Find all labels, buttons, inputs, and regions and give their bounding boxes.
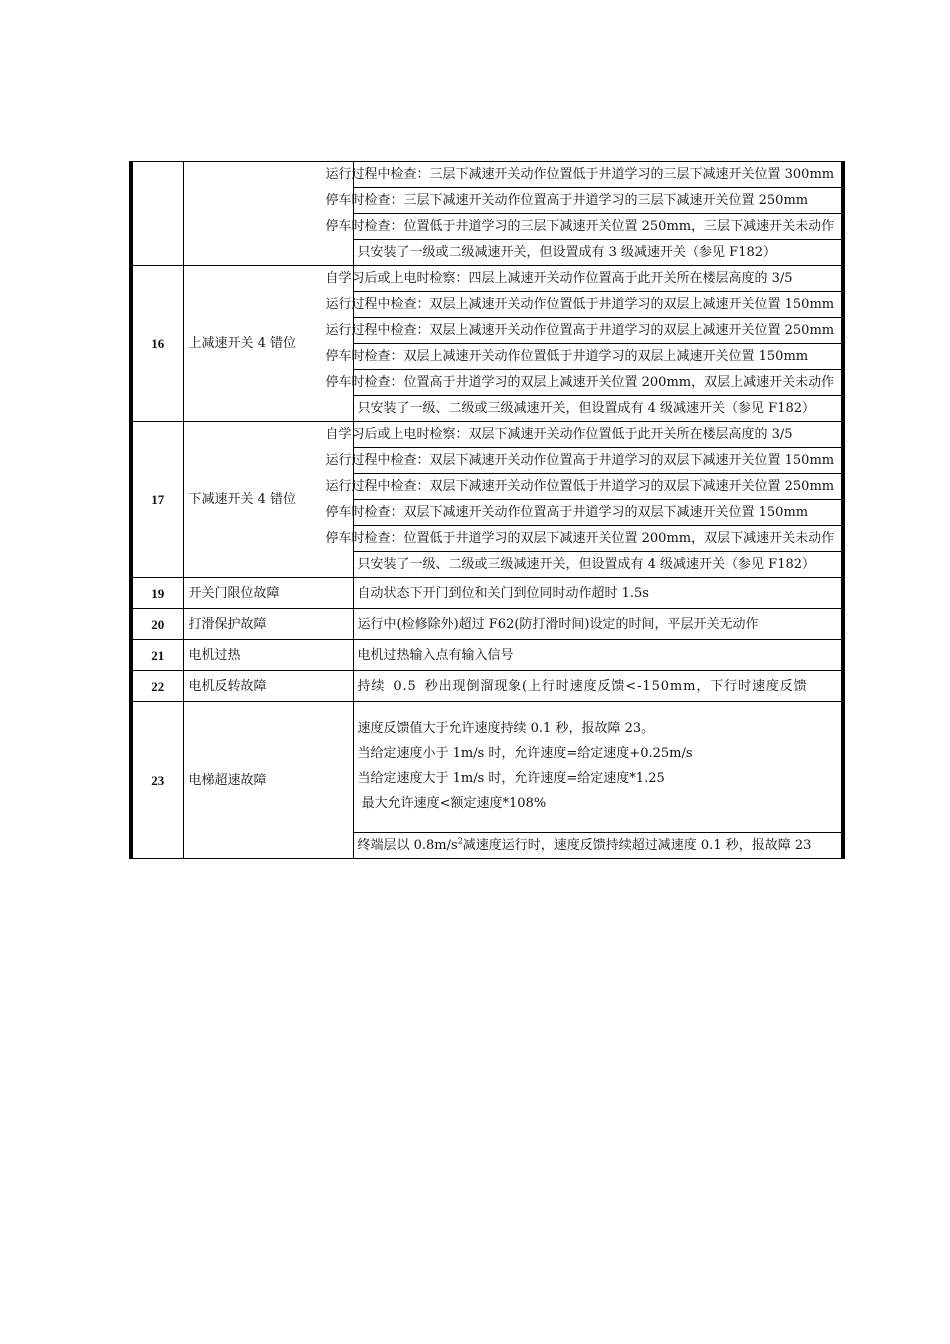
fault-condition: 停车时检查：位置低于井道学习的双层下减速开关位置 200mm，双层下减速开关未动作 [353, 526, 843, 552]
fault-condition: 自动状态下开门到位和关门到位同时动作超时 1.5s [353, 578, 843, 609]
table-row [131, 578, 843, 609]
fault-condition: 停车时检查：三层下减速开关动作位置高于井道学习的三层下减速开关位置 250mm [353, 188, 843, 214]
table-row [131, 162, 843, 188]
fault-condition: 自学习后或上电时检察：双层下减速开关动作位置低于此开关所在楼层高度的 3/5 [353, 422, 843, 448]
fault-name: 电机反转故障 [183, 671, 353, 702]
fault-condition: 运行过程中检查：双层上减速开关动作位置低于井道学习的双层上减速开关位置 150mm [353, 292, 843, 318]
fault-condition-block [353, 702, 843, 833]
fault-condition: 自学习后或上电时检察：四层上减速开关动作位置高于此开关所在楼层高度的 3/5 [353, 266, 843, 292]
fault-condition: 持续 0.5 秒出现倒溜现象(上行时速度反馈<-150mm，下行时速度反馈 [353, 671, 843, 702]
fault-number [131, 162, 183, 266]
fault-condition: 运行中(检修除外)超过 F62(防打滑时间)设定的时间，平层开关无动作 [353, 609, 843, 640]
table-row [131, 671, 843, 702]
fault-condition: 停车时检查：位置高于井道学习的双层上减速开关位置 200mm，双层上减速开关未动作 [353, 370, 843, 396]
fault-table-container [129, 161, 846, 859]
fault-number: 23 [131, 702, 183, 859]
fault-number: 17 [131, 422, 183, 578]
condition-text-post: 减速度运行时，速度反馈持续超过减速度 0.1 秒，报故障 23 [462, 838, 812, 853]
fault-number: 22 [131, 671, 183, 702]
fault-condition: 运行过程中检查：双层下减速开关动作位置高于井道学习的双层下减速开关位置 150mm [353, 448, 843, 474]
condition-line: 当给定速度大于 1m/s 时，允许速度=给定速度*1.25 [357, 771, 665, 786]
condition-line: 最大允许速度<额定速度*108% [357, 796, 547, 811]
fault-condition [353, 833, 843, 859]
table-row [131, 266, 843, 292]
fault-name: 电梯超速故障 [183, 702, 353, 859]
table-row [131, 422, 843, 448]
fault-condition: 停车时检查：双层上减速开关动作位置低于井道学习的双层上减速开关位置 150mm [353, 344, 843, 370]
fault-condition: 运行过程中检查：双层上减速开关动作位置高于井道学习的双层上减速开关位置 250mm [353, 318, 843, 344]
fault-condition: 只安装了一级、二级或三级减速开关，但设置成有 4 级减速开关（参见 F182） [353, 552, 843, 578]
fault-condition: 电机过热输入点有输入信号 [353, 640, 843, 671]
table-row [131, 640, 843, 671]
fault-name: 上减速开关 4 错位 [183, 266, 353, 422]
fault-code-table [129, 161, 845, 859]
condition-text-pre: 终端层以 0.8m/s [357, 838, 458, 853]
table-row [131, 702, 843, 833]
fault-condition: 只安装了一级或二级减速开关，但设置成有 3 级减速开关（参见 F182） [353, 240, 843, 266]
fault-name: 下减速开关 4 错位 [183, 422, 353, 578]
superscript: 2 [457, 836, 463, 846]
fault-number: 20 [131, 609, 183, 640]
fault-condition: 只安装了一级、二级或三级减速开关，但设置成有 4 级减速开关（参见 F182） [353, 396, 843, 422]
table-row [131, 609, 843, 640]
condition-line: 速度反馈值大于允许速度持续 0.1 秒，报故障 23。 [357, 721, 655, 736]
fault-name: 电机过热 [183, 640, 353, 671]
fault-condition: 运行过程中检查：双层下减速开关动作位置低于井道学习的双层下减速开关位置 250mm [353, 474, 843, 500]
fault-number: 16 [131, 266, 183, 422]
fault-condition: 运行过程中检查：三层下减速开关动作位置低于井道学习的三层下减速开关位置 300mm [353, 162, 843, 188]
fault-condition: 停车时检查：双层下减速开关动作位置高于井道学习的双层下减速开关位置 150mm [353, 500, 843, 526]
fault-name: 打滑保护故障 [183, 609, 353, 640]
fault-name: 开关门限位故障 [183, 578, 353, 609]
fault-number: 21 [131, 640, 183, 671]
fault-number: 19 [131, 578, 183, 609]
fault-condition: 停车时检查：位置低于井道学习的三层下减速开关位置 250mm，三层下减速开关未动作 [353, 214, 843, 240]
condition-line: 当给定速度小于 1m/s 时，允许速度=给定速度+0.25m/s [357, 746, 693, 761]
